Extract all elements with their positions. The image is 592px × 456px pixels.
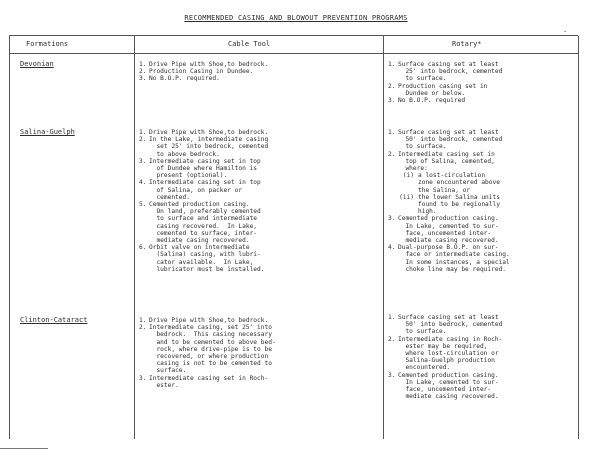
rotary-list-devonian (388, 61, 502, 104)
item-text: Intermediate casing set in top of Dundee where Hamilton is present (optional). (149, 157, 261, 180)
footnote-rule (0, 448, 48, 449)
list-item (139, 375, 276, 389)
rotary-list-clinton-cataract (388, 314, 502, 400)
item-text: No B.O.P. required (398, 97, 466, 105)
item-number: 3. (388, 371, 396, 379)
list-item (139, 317, 276, 324)
list-item (388, 314, 502, 336)
header-rotary: Rotary* (452, 40, 482, 48)
item-number: 5. (139, 201, 147, 209)
item-number: 3. (139, 75, 147, 83)
list-item (139, 136, 268, 158)
item-number: 4. (139, 179, 147, 187)
item-number: 2. (139, 68, 147, 76)
list-subitem (388, 172, 510, 194)
list-item (139, 201, 268, 244)
subitem-number: (ii) (399, 193, 414, 201)
item-number: 6. (139, 244, 147, 252)
list-item (388, 83, 502, 97)
subitem-text: the lower Salina units found to be regionally high. (418, 193, 500, 216)
cable-tool-list-clinton-cataract (139, 317, 276, 389)
list-item (388, 244, 510, 273)
item-number: 2. (139, 324, 147, 332)
item-number: 1. (139, 61, 147, 68)
list-item (139, 244, 268, 273)
item-text: Intermediate casing set in top of Salina, cemented, where: (398, 150, 495, 173)
item-number: 2. (139, 136, 147, 144)
header-formations: Formations (26, 40, 69, 48)
item-number: 4. (388, 244, 396, 252)
item-number: 3. (139, 157, 147, 165)
list-item (139, 324, 276, 374)
list-item (388, 372, 502, 401)
list-item (388, 129, 510, 151)
item-text: In the Lake, intermediate casing set 25' into bedrock, cemented to above bedrock. (149, 136, 269, 158)
item-text: Intermediate casing in Roch- ester may be required, where lost-circulation or Salina-Guelph production encountered. (398, 335, 503, 372)
item-text: Surface casing set at least 50' into bedrock, cemented to surface. (398, 129, 503, 151)
formation-clinton-cataract: Clinton-Cataract (20, 316, 88, 324)
column-divider-cable-tool (383, 36, 384, 439)
list-item (139, 61, 268, 68)
list-subitem (388, 194, 510, 216)
item-number: 1. (388, 129, 396, 136)
list-item (139, 129, 268, 136)
item-text: Drive Pipe with Shoe,to bedrock. (149, 61, 269, 68)
list-item (139, 179, 268, 201)
item-number: 1. (139, 317, 147, 324)
item-text: Intermediate casing set in Roch- ester. (149, 374, 269, 389)
item-number: 1. (139, 129, 147, 136)
item-text: Drive Pipe with Shoe,to bedrock. (149, 129, 269, 136)
item-text: Drive Pipe with Shoe,to bedrock. (149, 317, 269, 324)
list-item (139, 68, 268, 75)
rotary-list-salina-guelph (388, 129, 510, 273)
list-item (139, 75, 268, 82)
item-text: Intermediate casing set in top of Salina, on packer or cemented. (149, 179, 261, 201)
formation-salina-guelph: Salina-Guelph (20, 128, 75, 136)
item-number: 2. (388, 335, 396, 343)
item-number: 1. (388, 314, 396, 321)
list-item (388, 151, 510, 173)
item-text: Production casing set in Dundee or below. (398, 82, 488, 97)
item-text: Dual-purpose B.O.P. on sur- face or intermediate casing. In some instances, a special choke line may be required. (398, 244, 510, 273)
item-text: Surface casing set at least 25' into bedrock, cemented to surface. (398, 61, 503, 83)
header-cable-tool: Cable Tool (228, 40, 271, 48)
item-text: Cemented production casing. In Lake, cemented to sur- face, uncemented inter- mediate casing recovered. (398, 215, 499, 245)
formation-devonian: Devonian (20, 60, 54, 68)
corner-mark: . (563, 26, 568, 34)
subitem-number: (i) (402, 172, 414, 180)
item-text: Cemented production casing. In Lake, cemented to sur- face, uncemented inter- mediate casing recovered. (398, 371, 499, 401)
item-number: 3. (388, 215, 396, 223)
item-text: Surface casing set at least 50' into bedrock, cemented to surface. (398, 314, 503, 336)
item-number: 2. (388, 150, 396, 158)
list-item (388, 336, 502, 372)
header-rule (9, 53, 578, 54)
column-divider-formations (134, 36, 135, 439)
cable-tool-list-devonian (139, 61, 268, 83)
item-text: Production Casing in Dundee. (149, 68, 254, 76)
cable-tool-list-salina-guelph (139, 129, 268, 273)
item-number: 2. (388, 82, 396, 90)
item-text: No B.O.P. required. (149, 75, 220, 83)
item-number: 3. (388, 97, 396, 105)
page-title: RECOMMENDED CASING AND BLOWOUT PREVENTION PROGRAMS (184, 14, 408, 22)
item-text: Cemented production casing. On land, preferably cemented to surface and intermediate casing recovered. In Lake, cemented to surface, inter- mediate casing recovered. (149, 201, 261, 245)
item-text: Intermediate casing, set 25' into bedrock. This casing necessary and to be cemented to above bed- rock, where drive-pipe is to be recovered, or where production casing is not to be cemented to surface. (149, 324, 276, 375)
item-number: 3. (139, 374, 147, 382)
subitem-text: a lost-circulation zone encountered above the Salina, or (418, 172, 500, 194)
list-item (388, 97, 502, 104)
item-number: 1. (388, 61, 396, 68)
list-item (139, 158, 268, 180)
item-text: Orbit valve on intermediate (Salina) casing, with lubri- cator available. In Lake, lubricator must be installed. (149, 244, 265, 273)
list-item (388, 61, 502, 83)
list-item (388, 215, 510, 244)
